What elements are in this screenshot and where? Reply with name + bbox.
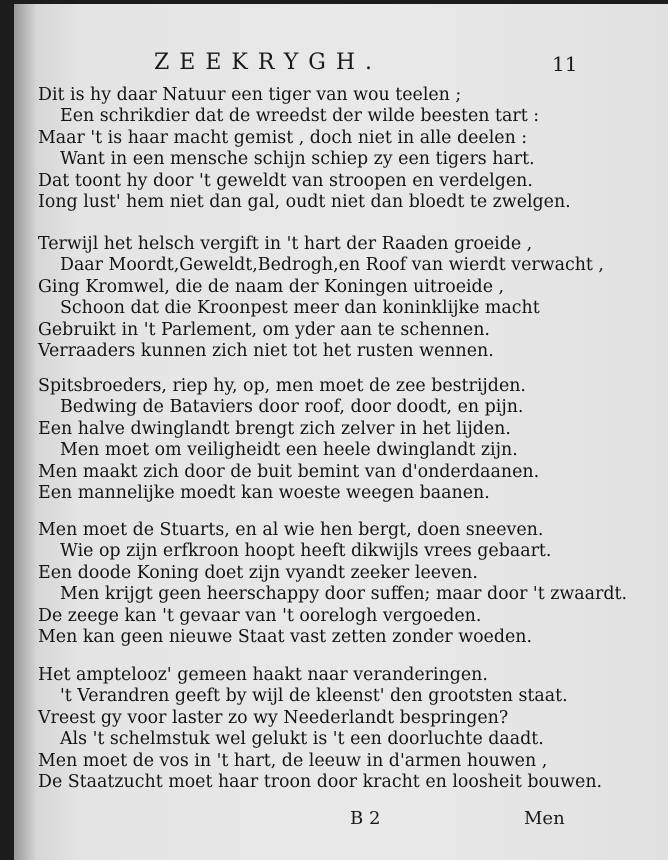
verse-line: Terwijl het helsch vergift in 't hart der Raaden groeide , bbox=[38, 234, 533, 254]
verse-line: Verraaders kunnen zich niet tot het rusten wennen. bbox=[38, 340, 494, 361]
verse-line: Schoon dat die Kroonpest meer dan koninklijke macht bbox=[60, 298, 540, 319]
verse-line: Men krijgt geen heerschappy door suffen; maar door 't zwaardt. bbox=[60, 584, 627, 605]
verse-line: Daar Moordt,Geweldt,Bedrogh,en Roof van wierdt verwacht , bbox=[60, 255, 604, 276]
stanza-5 bbox=[38, 665, 603, 793]
page-gutter-shadow bbox=[14, 4, 36, 860]
verse-line: Ging Kromwel, die de naam der Koningen uitroeide , bbox=[38, 276, 505, 297]
book-page bbox=[14, 4, 668, 860]
stanza-2 bbox=[38, 234, 604, 362]
verse-line: Een mannelijke moedt kan woeste weegen baanen. bbox=[38, 482, 490, 503]
verse-line: Maar 't is haar macht gemist , doch niet in alle deelen : bbox=[38, 127, 528, 148]
verse-line: Men maakt zich door de buit bemint van d'onderdaanen. bbox=[38, 461, 540, 482]
verse-line: Men moet de vos in 't hart, de leeuw in d'armen houwen , bbox=[38, 750, 548, 771]
verse-line: De Staatzucht moet haar troon door kracht en loosheit bouwen. bbox=[38, 771, 603, 792]
page-footer bbox=[14, 808, 668, 832]
verse-line: Vreest gy voor laster zo wy Neederlandt bespringen? bbox=[38, 707, 509, 728]
verse-line: Men moet om veiligheidt een heele dwinglandt zijn. bbox=[60, 440, 518, 461]
signature-mark: B 2 bbox=[350, 808, 381, 829]
stanza-4 bbox=[38, 520, 627, 648]
verse-line: Als 't schelmstuk wel gelukt is 't een doorluchte daadt. bbox=[60, 729, 544, 750]
verse-line: Een halve dwinglandt brengt zich zelver in het lijden. bbox=[38, 418, 511, 439]
verse-line: Gebruikt in 't Parlement, om yder aan te schennen. bbox=[38, 319, 490, 340]
stanza-3 bbox=[38, 376, 598, 504]
verse-line: Men kan geen nieuwe Staat vast zetten zonder woeden. bbox=[38, 626, 533, 647]
running-head bbox=[14, 50, 668, 80]
verse-line: Dit is hy daar Natuur een tiger van wou teelen ; bbox=[38, 85, 462, 105]
catchword: Men bbox=[524, 808, 565, 829]
running-title: ZEEKRYGH. bbox=[154, 50, 383, 75]
verse-line: Een doode Koning doet zijn vyandt zeeker leeven. bbox=[38, 562, 478, 583]
verse-line: Een schrikdier dat de wreedst der wilde beesten tart : bbox=[60, 106, 540, 127]
page-number: 11 bbox=[552, 52, 578, 76]
verse-line: Spitsbroeders, riep hy, op, men moet de zee bestrijden. bbox=[38, 376, 526, 396]
verse-line: Dat toont hy door 't geweldt van stroopen en verdelgen. bbox=[38, 170, 533, 191]
stanza-1 bbox=[38, 85, 598, 213]
verse-line: De zeege kan 't gevaar van 't oorelogh vergoeden. bbox=[38, 605, 482, 626]
verse-line: Want in een mensche schijn schiep zy een tigers hart. bbox=[60, 149, 535, 170]
verse-line: 't Verandren geeft by wijl de kleenst' den grootsten staat. bbox=[60, 686, 568, 707]
verse-line: Men moet de Stuarts, en al wie hen bergt, doen sneeven. bbox=[38, 520, 544, 540]
verse-line: Iong lust' hem niet dan gal, oudt niet dan bloedt te zwelgen. bbox=[38, 191, 571, 212]
verse-line: Het amptelooz' gemeen haakt naar veranderingen. bbox=[38, 665, 488, 685]
verse-line: Bedwing de Bataviers door roof, door doodt, en pijn. bbox=[60, 397, 524, 418]
verse-line: Wie op zijn erfkroon hoopt heeft dikwijls vrees gebaart. bbox=[60, 541, 552, 562]
